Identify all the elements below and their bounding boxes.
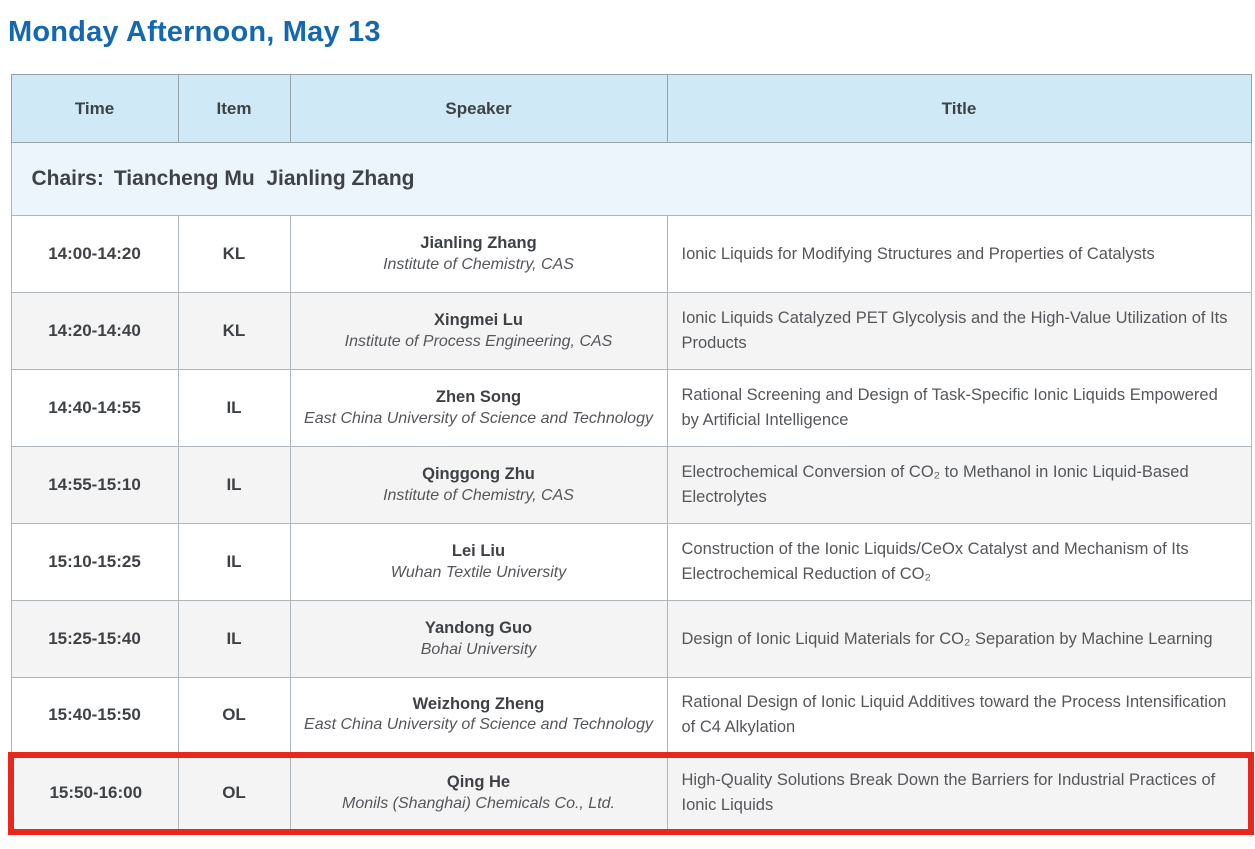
- talk-title-cell: High-Quality Solutions Break Down the Barriers for Industrial Practices of Ionic Liquids: [667, 755, 1251, 832]
- item-cell: OL: [178, 755, 290, 832]
- chairs-label: Chairs:: [31, 167, 104, 190]
- table-row: [11, 601, 1251, 678]
- speaker-name: Xingmei Lu: [434, 311, 523, 330]
- speaker-cell: [290, 678, 667, 755]
- item-cell: OL: [178, 678, 290, 755]
- talk-title-cell: Construction of the Ionic Liquids/CeOx Catalyst and Mechanism of Its Electrochemical Reduction of CO₂: [667, 524, 1251, 601]
- table-row: [11, 370, 1251, 447]
- speaker-cell: [290, 216, 667, 293]
- speaker-name: Yandong Guo: [424, 619, 533, 638]
- item-cell: IL: [178, 447, 290, 524]
- talk-title-cell: Ionic Liquids for Modifying Structures and Properties of Catalysts: [667, 216, 1251, 293]
- time-cell: 15:40-15:50: [11, 678, 178, 755]
- speaker-affiliation: Bohai University: [420, 640, 537, 658]
- time-cell: 14:55-15:10: [11, 447, 178, 524]
- chairs-row: [11, 143, 1251, 216]
- table-row: [11, 216, 1251, 293]
- item-cell: KL: [178, 216, 290, 293]
- time-cell: 14:00-14:20: [11, 216, 178, 293]
- speaker-name: Zhen Song: [435, 388, 522, 407]
- speaker-affiliation: Institute of Chemistry, CAS: [383, 486, 574, 504]
- speaker-cell: [290, 601, 667, 678]
- talk-title-cell: Electrochemical Conversion of CO₂ to Methanol in Ionic Liquid-Based Electrolytes: [667, 447, 1251, 524]
- column-header-item: Item: [178, 75, 290, 143]
- speaker-affiliation: Institute of Process Engineering, CAS: [344, 332, 613, 350]
- table-row: [11, 678, 1251, 755]
- time-cell: 14:20-14:40: [11, 293, 178, 370]
- speaker-affiliation: East China University of Science and Technology: [304, 716, 653, 734]
- schedule-table: [8, 74, 1254, 835]
- talk-title-cell: Design of Ionic Liquid Materials for CO₂ Separation by Machine Learning: [667, 601, 1251, 678]
- column-header-title: Title: [667, 75, 1251, 143]
- talk-title-cell: Rational Design of Ionic Liquid Additives toward the Process Intensification of C4 Alkylation: [667, 678, 1251, 755]
- speaker-cell: [290, 370, 667, 447]
- speaker-affiliation: Wuhan Textile University: [390, 563, 567, 581]
- table-header-row: [11, 75, 1251, 143]
- speaker-name: Weizhong Zheng: [412, 695, 545, 714]
- speaker-name: Qinggong Zhu: [422, 465, 535, 484]
- item-cell: KL: [178, 293, 290, 370]
- column-header-speaker: Speaker: [290, 75, 667, 143]
- page-title: Monday Afternoon, May 13: [8, 16, 381, 48]
- speaker-name: Lei Liu: [451, 542, 506, 561]
- highlighted-row: [11, 755, 1251, 832]
- table-row: [11, 293, 1251, 370]
- talk-title-cell: Ionic Liquids Catalyzed PET Glycolysis and the High-Value Utilization of Its Products: [667, 293, 1251, 370]
- time-cell: 15:25-15:40: [11, 601, 178, 678]
- speaker-cell: [290, 755, 667, 832]
- column-header-time: Time: [11, 75, 178, 143]
- time-cell: 15:10-15:25: [11, 524, 178, 601]
- speaker-name: Jianling Zhang: [420, 234, 537, 253]
- chairs-names: Tiancheng Mu Jianling Zhang: [113, 167, 415, 190]
- time-cell: 14:40-14:55: [11, 370, 178, 447]
- speaker-affiliation: East China University of Science and Technology: [304, 409, 653, 427]
- table-row: [11, 447, 1251, 524]
- speaker-cell: [290, 524, 667, 601]
- speaker-cell: [290, 293, 667, 370]
- table-row: [11, 524, 1251, 601]
- talk-title-cell: Rational Screening and Design of Task-Specific Ionic Liquids Empowered by Artificial Intelligence: [667, 370, 1251, 447]
- time-cell: 15:50-16:00: [11, 755, 178, 832]
- item-cell: IL: [178, 524, 290, 601]
- item-cell: IL: [178, 601, 290, 678]
- item-cell: IL: [178, 370, 290, 447]
- speaker-affiliation: Institute of Chemistry, CAS: [383, 255, 574, 273]
- speaker-cell: [290, 447, 667, 524]
- speaker-affiliation: Monils (Shanghai) Chemicals Co., Ltd.: [341, 794, 615, 812]
- speaker-name: Qing He: [446, 773, 511, 792]
